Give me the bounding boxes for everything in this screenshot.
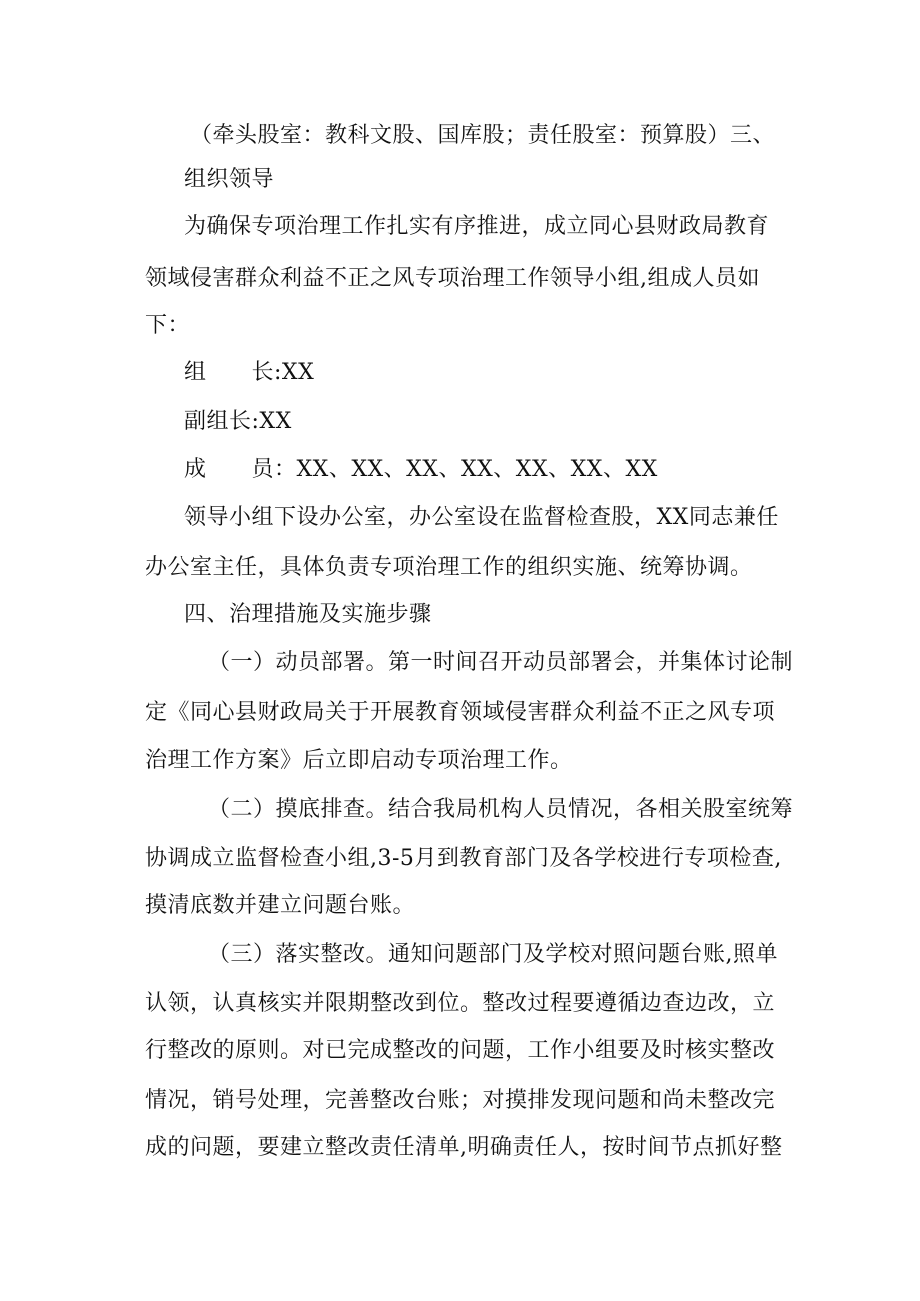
member-list: 成 员：XX、XX、XX、XX、XX、XX、XX (184, 457, 658, 482)
text-line-18: （三）落实整改。通知问题部门及学校对照问题台账,照单 (208, 942, 778, 967)
text-line-3: 为确保专项治理工作扎实有序推进，成立同心县财政局教育 (184, 214, 770, 239)
text-line-12: （一）动员部署。第一时间召开动员部署会，并集体讨论制 (208, 650, 794, 675)
text-line-9: 领导小组下设办公室，办公室设在监督检查股，XX同志兼任 (184, 505, 779, 530)
text-line-1: （牵头股室：教科文股、国库股；责任股室：预算股）三、 (190, 123, 776, 148)
text-line-17: 摸清底数并建立问题台账。 (145, 893, 416, 918)
section-heading-organization: 组织领导 (184, 167, 275, 192)
member-leader: 组 长:XX (184, 360, 315, 385)
text-line-20: 行整改的原则。对已完成整改的问题，工作小组要及时核实整改 (145, 1038, 776, 1063)
text-line-13: 定《同心县财政局关于开展教育领域侵害群众利益不正之风专项 (145, 700, 776, 725)
text-line-19: 认领，认真核实并限期整改到位。整改过程要遵循边查边改，立 (145, 991, 776, 1016)
text-line-4: 领域侵害群众利益不正之风专项治理工作领导小组,组成人员如 (145, 266, 760, 291)
section-heading-measures: 四、治理措施及实施步骤 (184, 602, 432, 627)
member-deputy-leader: 副组长:XX (184, 409, 292, 434)
text-line-22: 成的问题，要建立整改责任清单,明确责任人，按时间节点抓好整 (145, 1135, 783, 1160)
text-line-21: 情况，销号处理，完善整改台账；对摸排发现问题和尚未整改完 (145, 1088, 776, 1113)
text-line-10: 办公室主任，具体负责专项治理工作的组织实施、统筹协调。 (145, 555, 753, 580)
text-line-14: 治理工作方案》后立即启动专项治理工作。 (145, 748, 573, 773)
text-line-16: 协调成立监督检查小组,3-5月到教育部门及各学校进行专项检查, (145, 846, 782, 871)
text-line-15: （二）摸底排查。结合我局机构人员情况，各相关股室统筹 (208, 797, 794, 822)
text-line-5: 下： (145, 313, 191, 338)
